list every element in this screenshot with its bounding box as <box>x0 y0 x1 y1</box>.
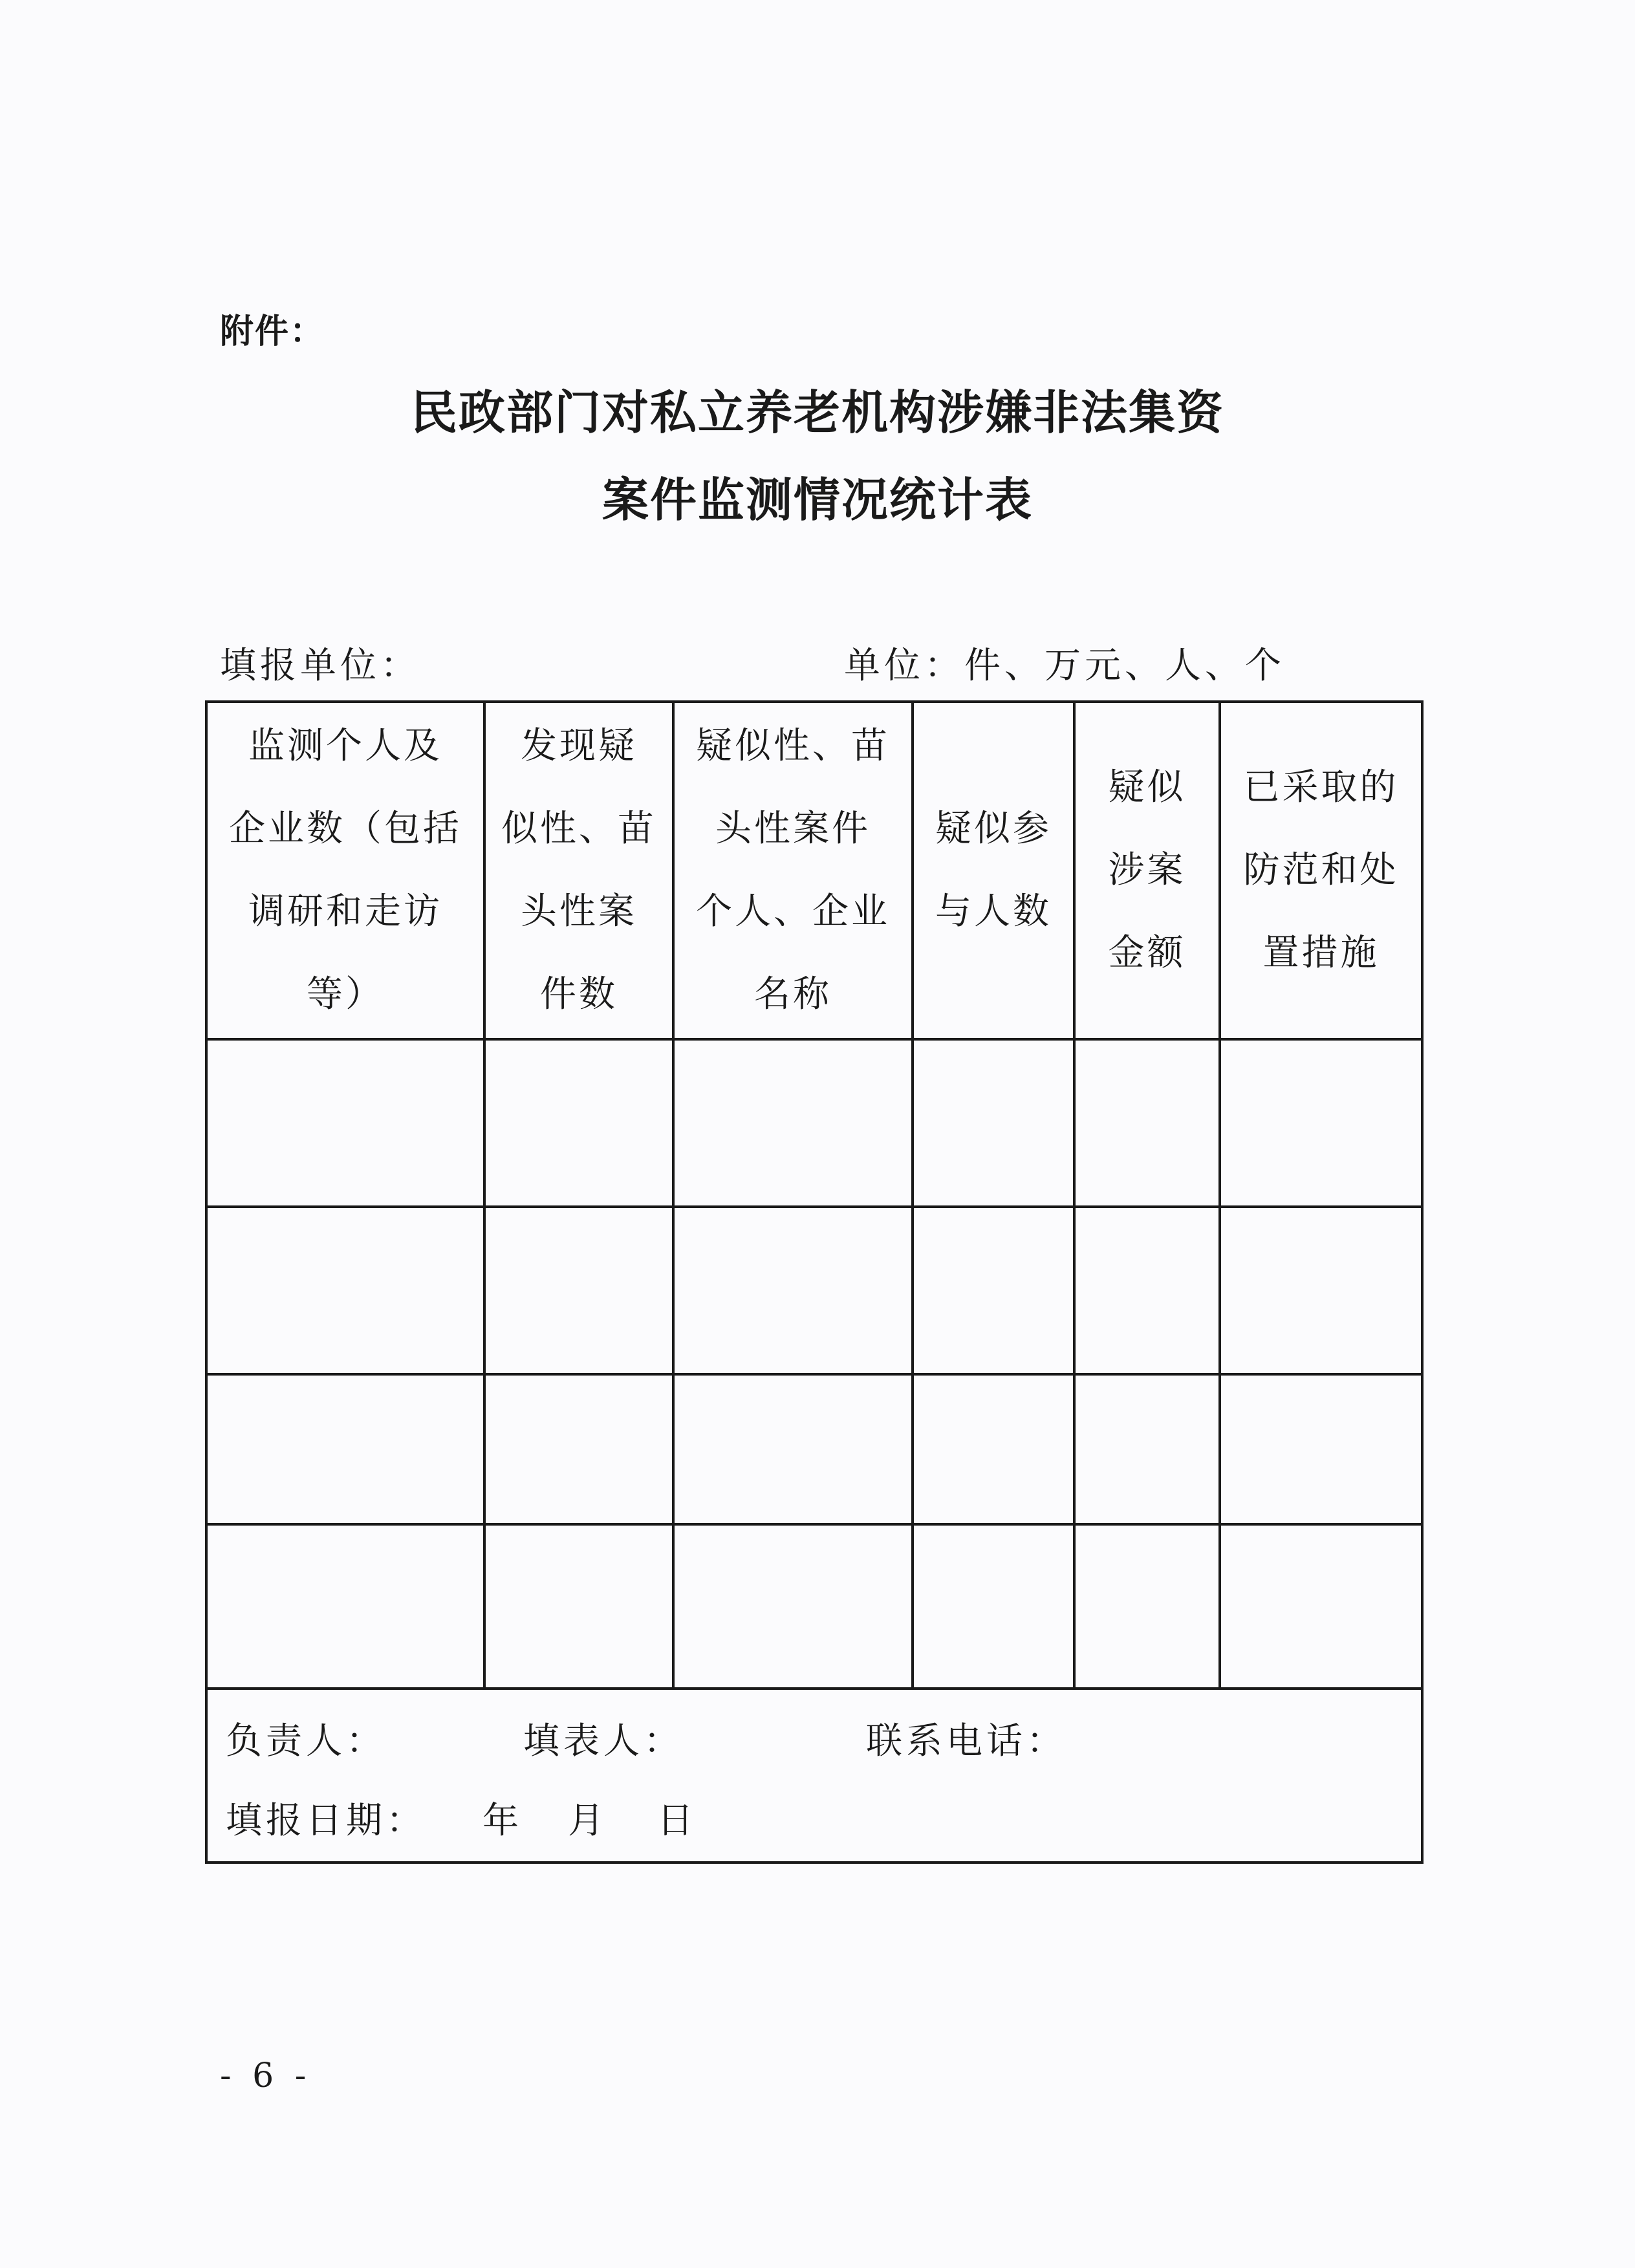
header-label: 已采取的 防范和处 置措施 <box>1243 766 1399 974</box>
header-monitored-count <box>206 702 484 1039</box>
statistics-table <box>205 700 1424 1864</box>
month-label: 月 <box>568 1800 608 1842</box>
table-row <box>206 1374 1422 1524</box>
table-header-row <box>206 702 1422 1039</box>
table-cell[interactable] <box>1074 1039 1220 1207</box>
table-cell[interactable] <box>206 1524 484 1689</box>
date-label: 填报日期： <box>226 1800 426 1842</box>
table-cell[interactable] <box>206 1374 484 1524</box>
header-measures <box>1220 702 1422 1039</box>
table-cell[interactable] <box>484 1524 673 1689</box>
table-cell[interactable] <box>1074 1524 1220 1689</box>
reporting-unit-label: 填报单位： <box>220 645 420 687</box>
table-cell[interactable] <box>484 1207 673 1374</box>
header-amount <box>1074 702 1220 1039</box>
table-cell[interactable] <box>1220 1374 1422 1524</box>
header-label: 监测个人及 企业数（包括 调研和走访 等） <box>229 725 462 1015</box>
header-case-names <box>673 702 913 1039</box>
responsible-label: 负责人： <box>226 1720 386 1762</box>
year-label: 年 <box>482 1800 523 1842</box>
header-label: 疑似参 与人数 <box>935 808 1052 933</box>
table-row <box>206 1039 1422 1207</box>
table-footer-row <box>206 1689 1422 1863</box>
table-cell[interactable] <box>1074 1207 1220 1374</box>
table-cell[interactable] <box>1074 1374 1220 1524</box>
table-cell[interactable] <box>913 1207 1074 1374</box>
table-cell[interactable] <box>913 1524 1074 1689</box>
table-cell[interactable] <box>673 1374 913 1524</box>
table-cell[interactable] <box>913 1374 1074 1524</box>
day-label: 日 <box>657 1800 697 1842</box>
table-cell[interactable] <box>206 1039 484 1207</box>
filler-label: 填表人： <box>523 1720 684 1762</box>
table-cell[interactable] <box>484 1374 673 1524</box>
header-label: 发现疑 似性、苗 头性案 件数 <box>501 725 656 1015</box>
table-cell[interactable] <box>206 1207 484 1374</box>
header-suspected-cases <box>484 702 673 1039</box>
header-label: 疑似性、苗 头性案件 个人、企业 名称 <box>696 725 890 1015</box>
table-footer <box>206 1689 1422 1863</box>
table-cell[interactable] <box>673 1207 913 1374</box>
phone-label: 联系电话： <box>866 1720 1067 1762</box>
table-cell[interactable] <box>1220 1207 1422 1374</box>
table-row <box>206 1207 1422 1374</box>
table-cell[interactable] <box>484 1039 673 1207</box>
document-title-line-2: 案件监测情况统计表 <box>601 472 1033 527</box>
units-label: 单位：件、万元、人、个 <box>844 645 1285 687</box>
table-cell[interactable] <box>1220 1039 1422 1207</box>
header-label: 疑似 涉案 金额 <box>1108 766 1186 974</box>
table-row <box>206 1524 1422 1689</box>
table-cell[interactable] <box>673 1524 913 1689</box>
table-cell[interactable] <box>673 1039 913 1207</box>
attachment-label: 附件： <box>220 312 325 351</box>
table-cell[interactable] <box>913 1039 1074 1207</box>
table-cell[interactable] <box>1220 1524 1422 1689</box>
page-number: - 6 - <box>220 2057 312 2095</box>
document-title-line-1: 民政部门对私立养老机构涉嫌非法集资 <box>410 385 1224 440</box>
header-participants <box>913 702 1074 1039</box>
